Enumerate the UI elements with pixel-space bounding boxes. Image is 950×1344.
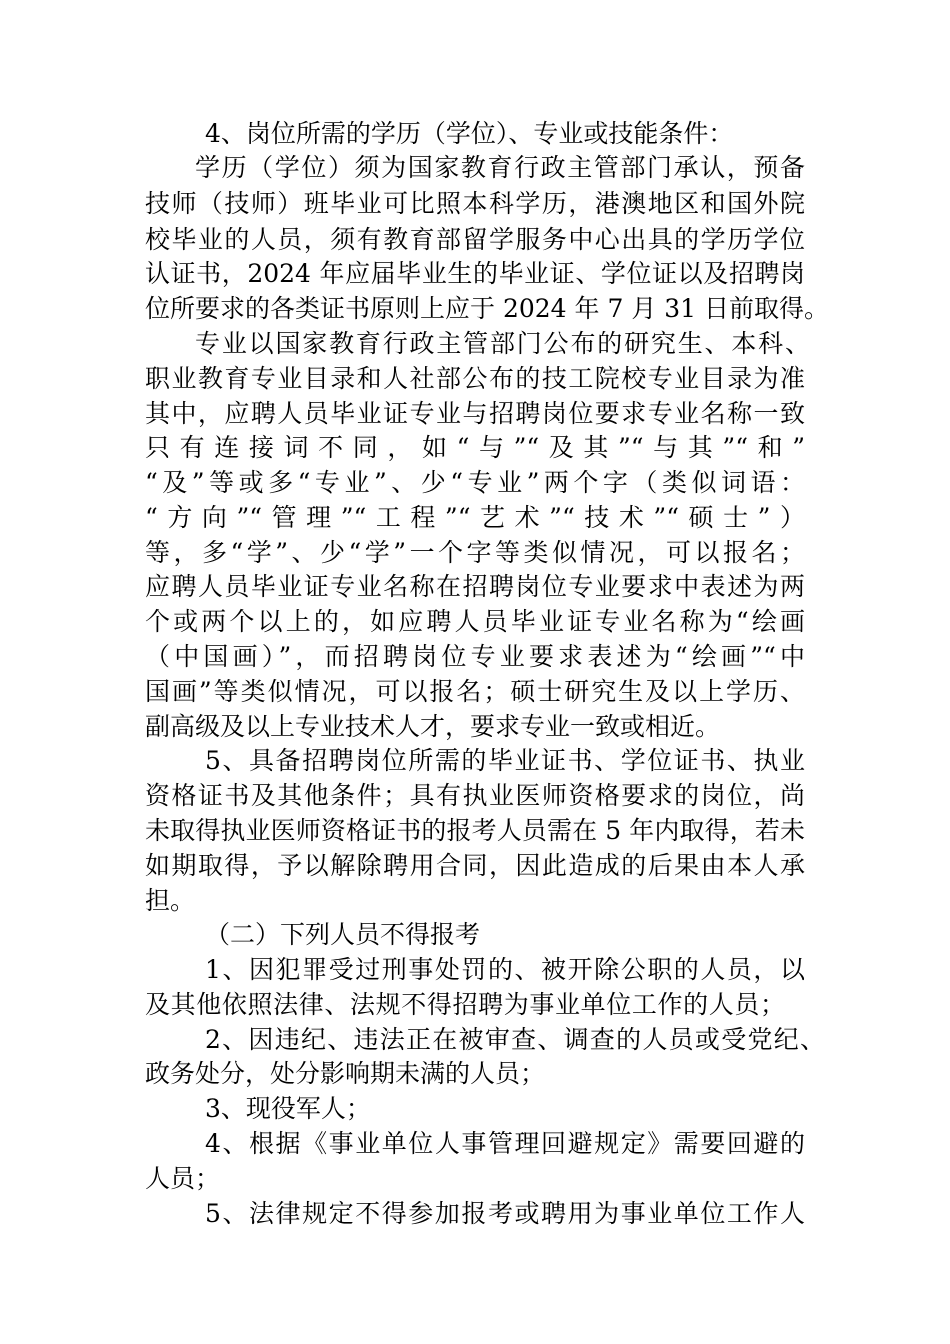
text-line: 职业教育专业目录和人社部公布的技工院校专业目录为准 (145, 364, 805, 393)
text-line: 校毕业的人员，须有教育部留学服务中心出具的学历学位 (145, 225, 805, 254)
text-line: （中国画）”，而招聘岗位专业要求表述为“绘画”“中 (145, 642, 805, 671)
text-line: 应聘人员毕业证专业名称在招聘岗位专业要求中表述为两 (145, 572, 805, 601)
text-line: 5、法律规定不得参加报考或聘用为事业单位工作人 (205, 1199, 805, 1228)
text-line: 位所要求的各类证书原则上应于 2024 年 7 月 31 日前取得。 (145, 294, 830, 323)
text-line: 4、根据《事业单位人事管理回避规定》需要回避的 (205, 1129, 805, 1158)
text-line: 学历（学位）须为国家教育行政主管部门承认，预备 (195, 153, 805, 182)
text-line: 3、现役军人； (205, 1094, 371, 1123)
text-line: 担。 (145, 886, 196, 915)
text-line: 4、岗位所需的学历（学位）、专业或技能条件： (205, 119, 734, 148)
section-heading: （二）下列人员不得报考 (205, 920, 481, 949)
text-line: 2、因违纪、违法正在被审查、调查的人员或受党纪、 (205, 1025, 825, 1054)
text-line: 等，多“学”、少“学”一个字等类似情况，可以报名； (145, 538, 805, 567)
text-line: 专业以国家教育行政主管部门公布的研究生、本科、 (195, 329, 810, 358)
text-line: 认证书，2024 年应届毕业生的毕业证、学位证以及招聘岗 (145, 259, 805, 288)
text-line: 人员； (145, 1164, 221, 1193)
text-line: 资格证书及其他条件；具有执业医师资格要求的岗位，尚 (145, 781, 805, 810)
text-line: 只有连接词不同，如“与”“及其”“与其”“和” (145, 433, 805, 462)
text-line: 个或两个以上的，如应聘人员毕业证专业名称为“绘画 (145, 607, 805, 636)
text-line: 如期取得，予以解除聘用合同，因此造成的后果由本人承 (145, 851, 805, 880)
text-line: “及”等或多“专业”、少“专业”两个字（类似词语： (145, 468, 805, 497)
text-line: 其中，应聘人员毕业证专业与招聘岗位要求专业名称一致 (145, 399, 805, 428)
text-line: “方向”“管理”“工程”“艺术”“技术”“硕士”） (145, 503, 805, 532)
text-line: 政务处分，处分影响期未满的人员； (145, 1059, 546, 1088)
text-line: 5、具备招聘岗位所需的毕业证书、学位证书、执业 (205, 746, 805, 775)
text-line: 国画”等类似情况，可以报名；硕士研究生及以上学历、 (145, 677, 805, 706)
text-line: 副高级及以上专业技术人才，要求专业一致或相近。 (145, 712, 721, 741)
text-line: 1、因犯罪受过刑事处罚的、被开除公职的人员，以 (205, 955, 805, 984)
text-line: 未取得执业医师资格证书的报考人员需在 5 年内取得，若未 (145, 816, 805, 845)
text-line: 技师（技师）班毕业可比照本科学历，港澳地区和国外院 (145, 189, 805, 218)
text-line: 及其他依照法律、法规不得招聘为事业单位工作的人员； (145, 990, 785, 1019)
